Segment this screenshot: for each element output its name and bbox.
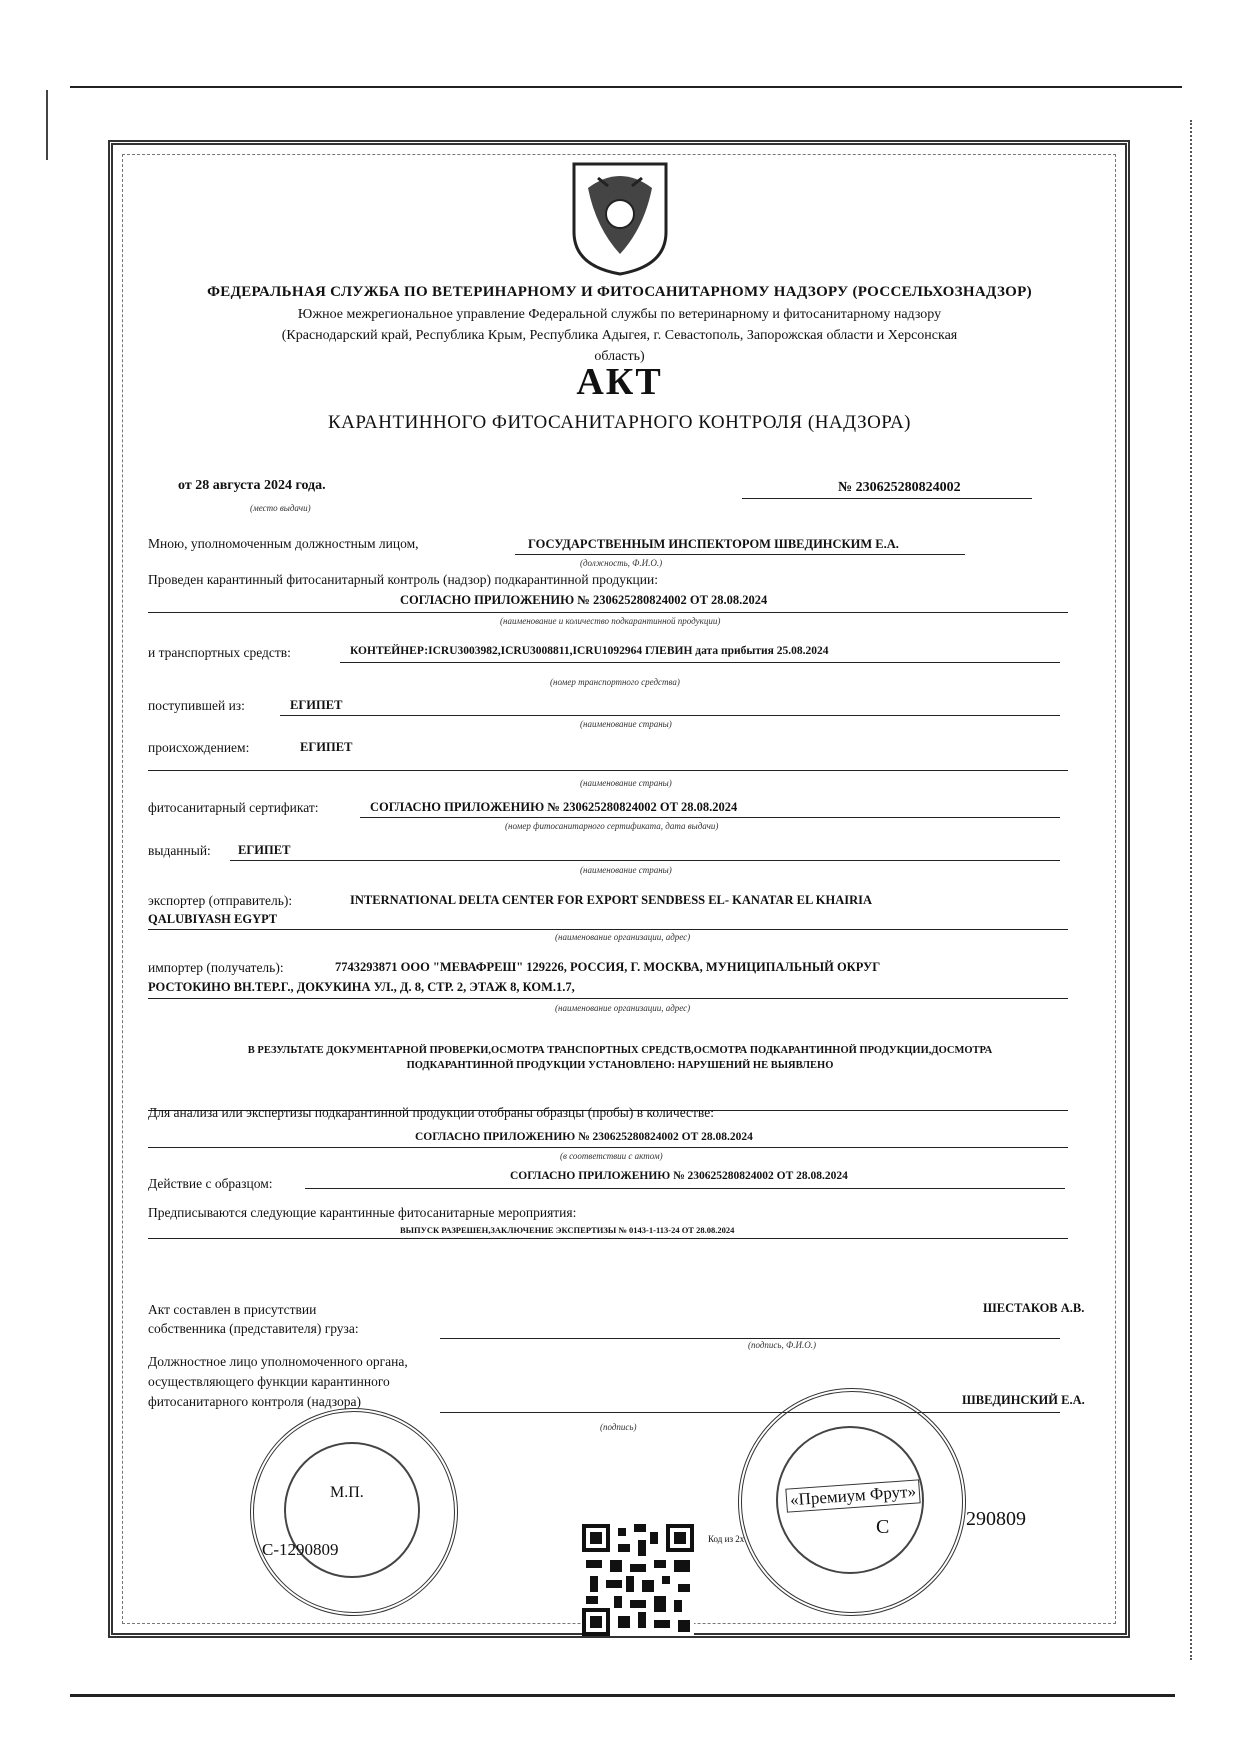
official-label-line-2: осуществляющего функции карантинного — [148, 1374, 390, 1389]
owner-value: ШЕСТАКОВ А.В. — [983, 1301, 1085, 1315]
official-label-line-1: Должностное лицо уполномоченного органа, — [148, 1354, 408, 1369]
origin-underline — [148, 770, 1068, 771]
importer-value-line-2: РОСТОКИНО ВН.ТЕР.Г., ДОКУКИНА УЛ., Д. 8, СТР. 2, ЭТАЖ 8, КОМ.1.7, — [148, 980, 575, 994]
issued-label: выданный: — [148, 843, 211, 858]
inspector-caption: (должность, Ф.И.О.) — [580, 558, 663, 568]
from-label: поступившей из: — [148, 698, 245, 713]
samples-value: СОГЛАСНО ПРИЛОЖЕНИЮ № 230625280824002 ОТ 28.08.2024 — [415, 1131, 753, 1143]
bottom-border-line — [70, 1694, 1175, 1697]
origin-caption: (наименование страны) — [580, 778, 672, 788]
measures-value: ВЫПУСК РАЗРЕШЕН,ЗАКЛЮЧЕНИЕ ЭКСПЕРТИЗЫ № 0143-1-113-24 ОТ 28.08.2024 — [400, 1225, 735, 1235]
document-type-title: АКТ — [576, 361, 663, 403]
control-caption: (наименование и количество подкарантинной продукции) — [500, 616, 721, 626]
measures-underline — [148, 1238, 1068, 1239]
importer-label: импортер (получатель): — [148, 960, 284, 975]
from-underline — [280, 715, 1060, 716]
inspector-stamp-number: С-1290809 — [262, 1540, 339, 1559]
importer-caption: (наименование организации, адрес) — [555, 1003, 691, 1013]
from-caption: (наименование страны) — [580, 719, 672, 729]
control-value: СОГЛАСНО ПРИЛОЖЕНИЮ № 230625280824002 ОТ 28.08.2024 — [400, 593, 768, 607]
inspector-value: ГОСУДАРСТВЕННЫМ ИНСПЕКТОРОМ ШВЕДИНСКИМ Е.А. — [528, 537, 899, 551]
coat-of-arms-icon — [568, 158, 672, 278]
company-stamp — [738, 1388, 966, 1616]
importer-underline — [148, 998, 1068, 999]
certificate-label: фитосанитарный сертификат: — [148, 800, 319, 815]
act-number: № 230625280824002 — [838, 480, 961, 495]
owner-label-line-2: собственника (представителя) груза: — [148, 1321, 359, 1336]
owner-underline — [440, 1338, 1060, 1339]
origin-label: происхождением: — [148, 740, 250, 755]
inspection-result — [150, 1043, 1090, 1073]
certificate-underline — [360, 817, 1060, 818]
issued-value: ЕГИПЕТ — [238, 843, 291, 857]
official-caption: (подпись) — [600, 1422, 637, 1432]
inspector-stamp — [250, 1408, 458, 1616]
inspector-underline — [515, 554, 965, 555]
importer-value-line-1: 7743293871 ООО "МЕВАФРЕШ" 129226, РОССИЯ, Г. МОСКВА, МУНИЦИПАЛЬНЫЙ ОКРУГ — [335, 960, 881, 974]
act-date-caption: (место выдачи) — [250, 503, 311, 513]
certificate-value: СОГЛАСНО ПРИЛОЖЕНИЮ № 230625280824002 ОТ 28.08.2024 — [370, 800, 738, 814]
company-stamp-letter: С — [876, 1516, 890, 1538]
owner-caption: (подпись, Ф.И.О.) — [748, 1340, 817, 1350]
department-line-3: область) — [594, 349, 645, 364]
transport-label: и транспортных средств: — [148, 645, 291, 660]
exporter-value-line-2: QALUBIYASH EGYPT — [148, 912, 278, 926]
samples-label: Для анализа или экспертизы подкарантинной продукции отобраны образцы (пробы) в количестве: — [148, 1105, 714, 1120]
transport-value: КОНТЕЙНЕР:ICRU3003982,ICRU3008811,ICRU1092964 ГЛЕВИН дата прибытия 25.08.2024 — [350, 645, 829, 657]
exporter-value-line-1: INTERNATIONAL DELTA CENTER FOR EXPORT SENDBESS EL- KANATAR EL KHAIRIA — [350, 893, 873, 907]
act-date: от 28 августа 2024 года. — [178, 478, 326, 493]
qr-caption: Код из 2х — [708, 1534, 745, 1544]
transport-caption: (номер транспортного средства) — [550, 677, 680, 687]
official-underline — [440, 1412, 1060, 1413]
official-value: ШВЕДИНСКИЙ Е.А. — [962, 1393, 1085, 1407]
inspection-result-line-1: В РЕЗУЛЬТАТЕ ДОКУМЕНТАРНОЙ ПРОВЕРКИ,ОСМОТРА ТРАНСПОРТНЫХ СРЕДСТВ,ОСМОТРА ПОДКАРАНТИННОЙ ПРОДУКЦИИ,ДОСМОТРА — [247, 1045, 993, 1056]
exporter-label: экспортер (отправитель): — [148, 893, 293, 908]
qr-code — [582, 1524, 694, 1636]
top-border-line — [70, 86, 1182, 88]
transport-underline — [340, 662, 1060, 663]
control-underline — [148, 612, 1068, 613]
department-line-1: Южное межрегиональное управление Федеральной службы по ветеринарному и фитосанитарному надзору — [297, 307, 942, 322]
from-value: ЕГИПЕТ — [290, 698, 343, 712]
inspection-result-line-2: ПОДКАРАНТИННОЙ ПРОДУКЦИИ УСТАНОВЛЕНО: НАРУШЕНИЙ НЕ ВЫЯВЛЕНО — [406, 1060, 834, 1071]
inspector-label: Мною, уполномоченным должностным лицом, — [148, 536, 419, 551]
issued-underline — [230, 860, 1060, 861]
samples-caption: (в соответствии с актом) — [560, 1151, 663, 1161]
agency-title: ФЕДЕРАЛЬНАЯ СЛУЖБА ПО ВЕТЕРИНАРНОМУ И ФИТОСАНИТАРНОМУ НАДЗОРУ (РОССЕЛЬХОЗНАДЗОР) — [207, 284, 1032, 300]
sample-action-underline — [305, 1188, 1065, 1189]
department-line-2: (Краснодарский край, Республика Крым, Республика Адыгея, г. Севастополь, Запорожская области и Херсонская — [281, 328, 958, 343]
measures-label: Предписываются следующие карантинные фитосанитарные мероприятия: — [148, 1205, 577, 1220]
owner-label-line-1: Акт составлен в присутствии — [148, 1302, 317, 1317]
official-label-line-3: фитосанитарного контроля (надзора) — [148, 1394, 362, 1409]
exporter-underline — [148, 929, 1068, 930]
act-number-underline — [742, 498, 1032, 499]
sample-action-value: СОГЛАСНО ПРИЛОЖЕНИЮ № 230625280824002 ОТ 28.08.2024 — [510, 1170, 848, 1182]
origin-value: ЕГИПЕТ — [300, 740, 353, 754]
certificate-caption: (номер фитосанитарного сертификата, дата выдачи) — [505, 821, 719, 831]
issued-caption: (наименование страны) — [580, 865, 672, 875]
document-subtitle: КАРАНТИННОГО ФИТОСАНИТАРНОГО КОНТРОЛЯ (НАДЗОРА) — [327, 412, 911, 433]
inspector-stamp-mp: М.П. — [330, 1484, 364, 1501]
sample-action-label: Действие с образцом: — [148, 1176, 273, 1191]
exporter-caption: (наименование организации, адрес) — [555, 932, 691, 942]
left-margin-line — [46, 90, 48, 160]
company-stamp-name: «Премиум Фрут» — [785, 1479, 920, 1512]
samples-underline — [148, 1147, 1068, 1148]
control-label: Проведен карантинный фитосанитарный контроль (надзор) подкарантинной продукции: — [148, 572, 658, 587]
company-stamp-number: 290809 — [966, 1508, 1026, 1530]
